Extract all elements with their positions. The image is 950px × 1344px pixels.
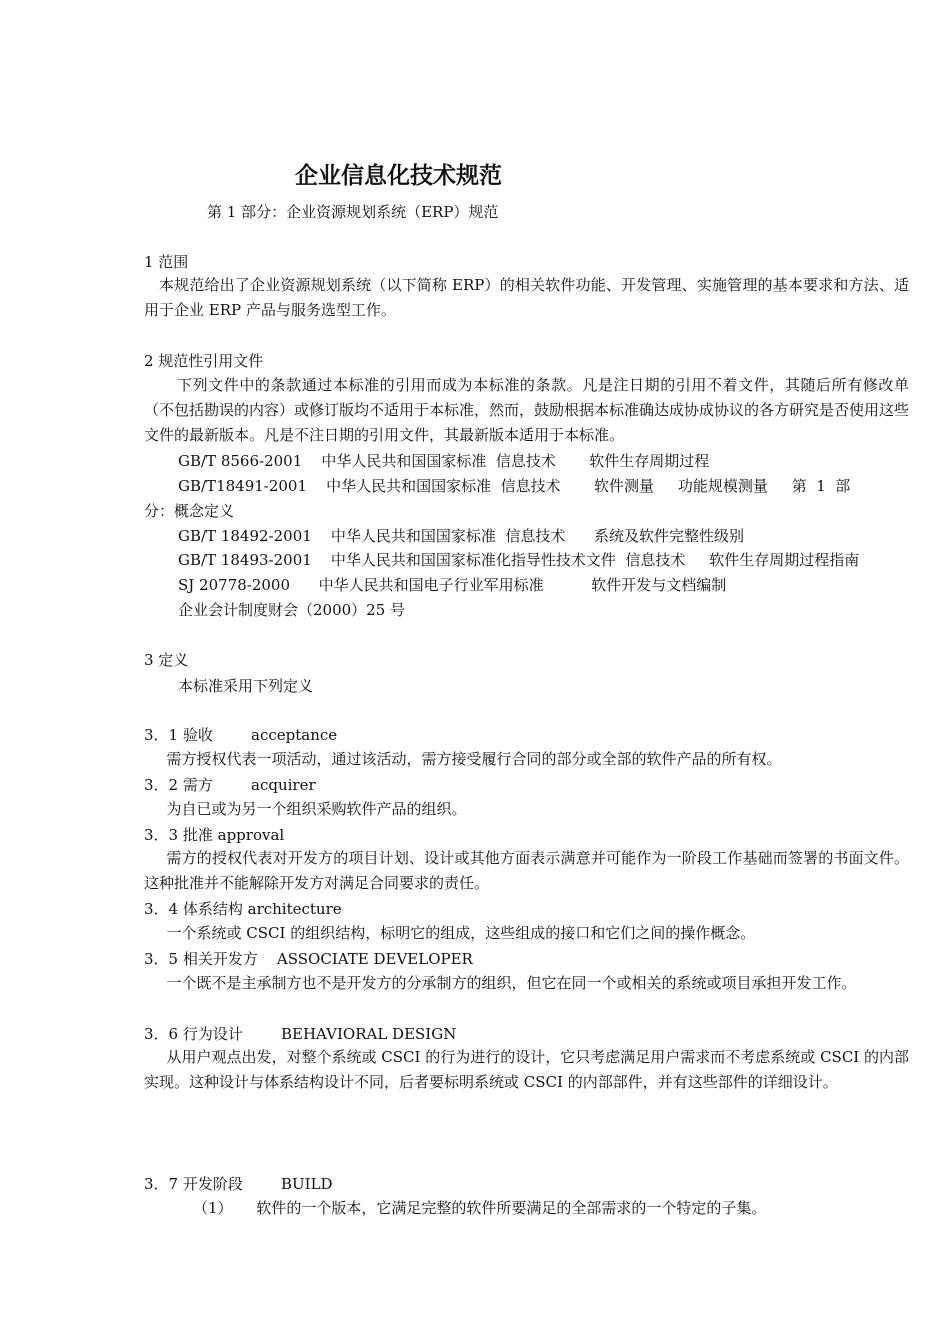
definition-term: 3．2 需方 acquirer	[144, 776, 316, 794]
definition-term: 3．7 开发阶段 BUILD	[144, 1175, 333, 1193]
page-subtitle: 第 1 部分：企业资源规划系统（ERP）规范	[207, 203, 499, 221]
reference-item: GB/T 18492-2001 中华人民共和国国家标准 信息技术 系统及软件完整性级别	[178, 527, 745, 545]
section-1-heading: 1 范围	[144, 253, 189, 271]
reference-item: 企业会计制度财会（2000）25 号	[178, 601, 406, 619]
definition-body: 一个系统或 CSCI 的组织结构，标明它的组成，这些组成的接口和它们之间的操作概念。	[166, 924, 756, 942]
reference-item: GB/T18491-2001 中华人民共和国国家标准 信息技术 软件测量 功能规模测量 第 1 部	[178, 477, 851, 495]
definition-body: 一个既不是主承制方也不是开发方的分承制方的组织，但它在同一个或相关的系统或项目承担开发工作。	[166, 974, 857, 992]
definition-body: （1） 软件的一个版本，它满足完整的软件所要满足的全部需求的一个特定的子集。	[193, 1199, 767, 1217]
section-3-heading: 3 定义	[144, 651, 189, 669]
section-3-intro: 本标准采用下列定义	[178, 677, 314, 695]
definition-body: 需方的授权代表对开发方的项目计划、设计或其他方面表示满意并可能作为一阶段工作基础而签署的书面文件。这种批准并不能解除开发方对满足合同要求的责任。	[144, 849, 909, 892]
definition-body: 需方授权代表一项活动，通过该活动，需方接受履行合同的部分或全部的软件产品的所有权。	[166, 750, 782, 768]
definition-term: 3．1 验收 acceptance	[144, 726, 338, 744]
definition-term: 3．4 体系结构 architecture	[144, 900, 342, 918]
definition-term: 3．3 批准 approval	[144, 826, 285, 844]
definition-body: 从用户观点出发，对整个系统或 CSCI 的行为进行的设计，它只考虑满足用户需求而不考虑系统或 CSCI 的内部实现。这种设计与体系结构设计不同，后者要标明系统或 CSCI 的内部部件，并有这些部件的详细设计。	[144, 1048, 909, 1091]
reference-item: SJ 20778-2000 中华人民共和国电子行业军用标准 软件开发与文档编制	[178, 576, 727, 594]
definition-term: 3．6 行为设计 BEHAVIORAL DESIGN	[144, 1025, 457, 1043]
section-2-heading: 2 规范性引用文件	[144, 352, 264, 370]
definition-term: 3．5 相关开发方 ASSOCIATE DEVELOPER	[144, 950, 473, 968]
page-title: 企业信息化技术规范	[295, 163, 502, 189]
reference-item-continued: 分：概念定义	[144, 502, 235, 520]
definition-body: 为自已或为另一个组织采购软件产品的组织。	[166, 800, 467, 818]
reference-item: GB/T 18493-2001 中华人民共和国国家标准化指导性技术文件 信息技术 软件生存周期过程指南	[178, 551, 860, 569]
section-2-body: 下列文件中的条款通过本标准的引用而成为本标准的条款。凡是注日期的引用不着文件，其随后所有修改单（不包括勘误的内容）或修订版均不适用于本标准，然而，鼓励根据本标准确达成协成协议的各方研究是否使用这些文件的最新版本。凡是不注日期的引用文件，其最新版本适用于本标准。	[144, 376, 910, 444]
section-1-body: 本规范给出了企业资源规划系统（以下简称 ERP）的相关软件功能、开发管理、实施管理的基本要求和方法、适用于企业 ERP 产品与服务选型工作。	[144, 276, 909, 319]
reference-item: GB/T 8566-2001 中华人民共和国国家标准 信息技术 软件生存周期过程	[178, 452, 710, 470]
